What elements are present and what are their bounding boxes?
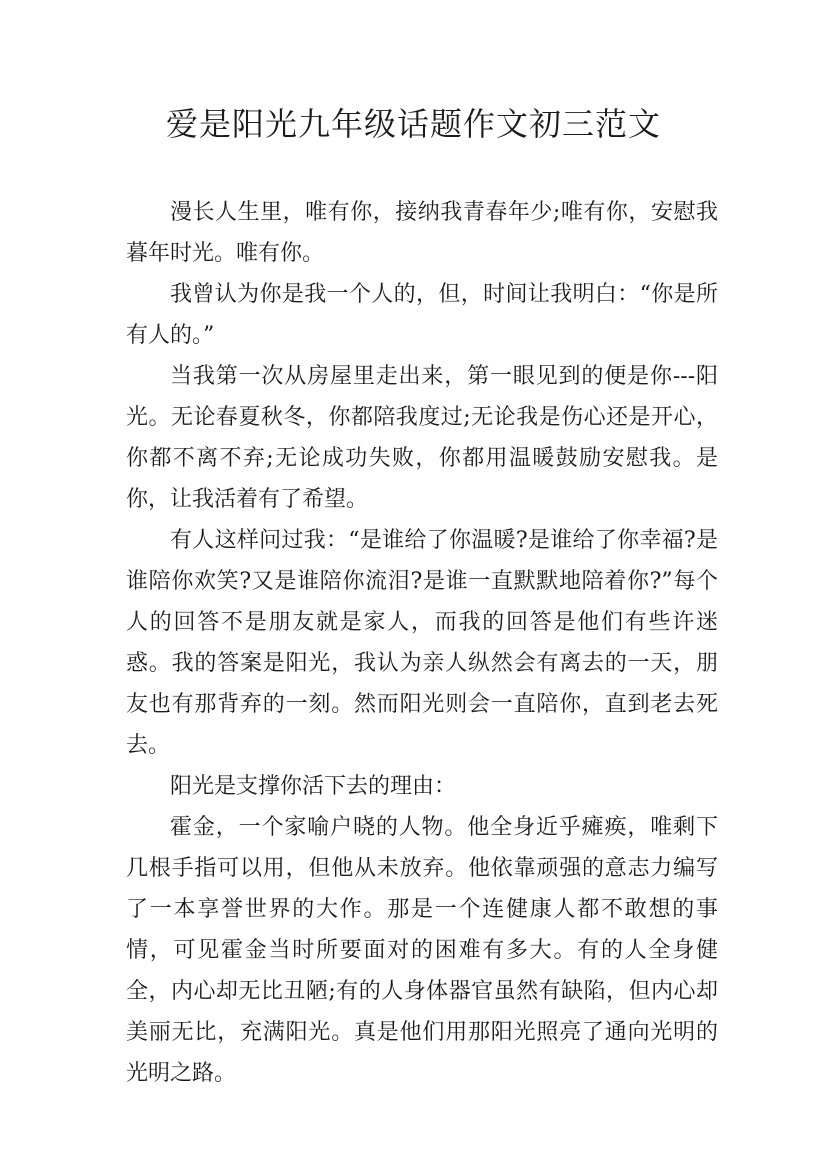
paragraph: 阳光是支撑你活下去的理由： [170, 774, 457, 799]
paragraph: 霍金，一个家喻户晓的人物。他全身近乎瘫痪，唯剩下几根手指可以用，但他从未放弃。他依靠顽强的意志力编写了一本享誉世界的大作。那是一个连健康人都不敢想的事情，可见霍金当时所要面对的困难有多大。有的人全身健全，内心却无比丑陋;有的人身体器官虽然有缺陷，但内心却美丽无比，充满阳光。真是他们用那阳光照亮了通向光明的光明之路。 [126, 815, 718, 1086]
document-title: 爱是阳光九年级话题作文初三范文 [165, 105, 661, 143]
paragraph: 当我第一次从房屋里走出来，第一眼见到的便是你---阳光。无论春夏秋冬，你都陪我度过;无论我是伤心还是开心，你都不离不弃;无论成功失败，你都用温暖鼓励安慰我。是你，让我活着有了希望。 [126, 364, 718, 512]
paragraph: 我曾认为你是我一个人的，但，时间让我明白：“你是所有人的。” [126, 282, 718, 348]
document-body [126, 192, 718, 1094]
paragraph: 漫长人生里，唯有你，接纳我青春年少;唯有你，安慰我暮年时光。唯有你。 [126, 200, 718, 266]
paragraph: 有人这样问过我：“是谁给了你温暖?是谁给了你幸福?是谁陪你欢笑?又是谁陪你流泪?是谁一直默默地陪着你?”每个人的回答不是朋友就是家人，而我的回答是他们有些许迷惑。我的答案是阳光，我认为亲人纵然会有离去的一天，朋友也有那背弃的一刻。然而阳光则会一直陪你，直到老去死去。 [126, 528, 718, 758]
